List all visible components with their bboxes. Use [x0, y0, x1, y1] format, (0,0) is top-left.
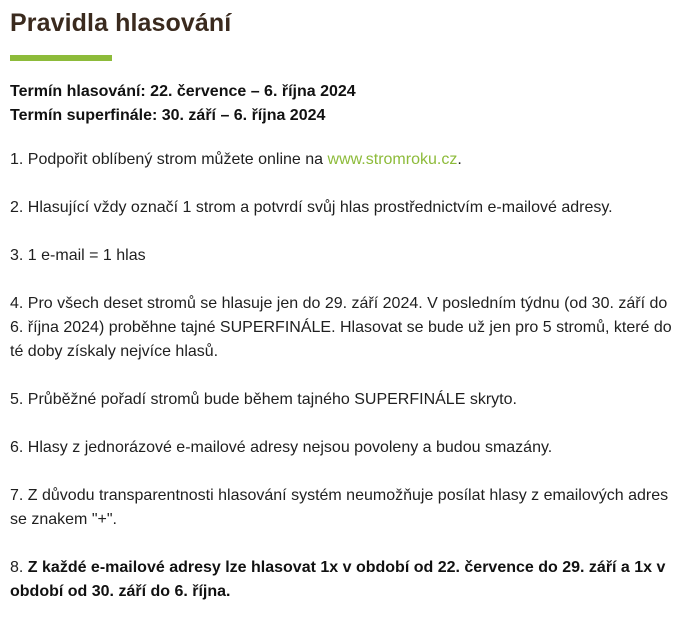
rule-2: 2. Hlasující vždy označí 1 strom a potvrdí svůj hlas prostřednictvím e-mailové adresy.	[10, 199, 613, 216]
page-title: Pravidla hlasování	[10, 9, 232, 37]
rule-4: 4. Pro všech deset stromů se hlasuje jen do 29. září 2024. V posledním týdnu (od 30. září do 6. října 2024) proběhne tajné SUPERFINÁLE. Hlasovat se bude už jen pro 5 stromů, které do té doby získaly nejvíce hlasů.	[10, 295, 672, 360]
rule-8	[10, 556, 682, 604]
superfinal-term: Termín superfinále: 30. září – 6. října 2024	[10, 107, 326, 124]
rule-1	[10, 148, 682, 172]
rule-1-suffix: .	[457, 151, 462, 168]
rule-3: 3. 1 e-mail = 1 hlas	[10, 247, 146, 264]
rule-1-text: 1. Podpořit oblíbený strom můžete online na	[10, 151, 328, 168]
rule-8-bold-text: Z každé e-mailové adresy lze hlasovat 1x v období od 22. července do 29. září a 1x v období od 30. září do 6. října.	[10, 559, 666, 600]
voting-terms	[10, 80, 682, 128]
rule-8-number: 8.	[10, 559, 28, 576]
voting-term: Termín hlasování: 22. července – 6. října 2024	[10, 83, 356, 100]
stromroku-link[interactable]: www.stromroku.cz	[327, 151, 458, 168]
rule-5: 5. Průběžné pořadí stromů bude během tajného SUPERFINÁLE skryto.	[10, 391, 517, 408]
rule-6: 6. Hlasy z jednorázové e-mailové adresy nejsou povoleny a budou smazány.	[10, 439, 553, 456]
title-underline-accent	[10, 55, 112, 61]
rule-7: 7. Z důvodu transparentnosti hlasování systém neumožňuje posílat hlasy z emailových adres se znakem "+".	[10, 487, 669, 528]
